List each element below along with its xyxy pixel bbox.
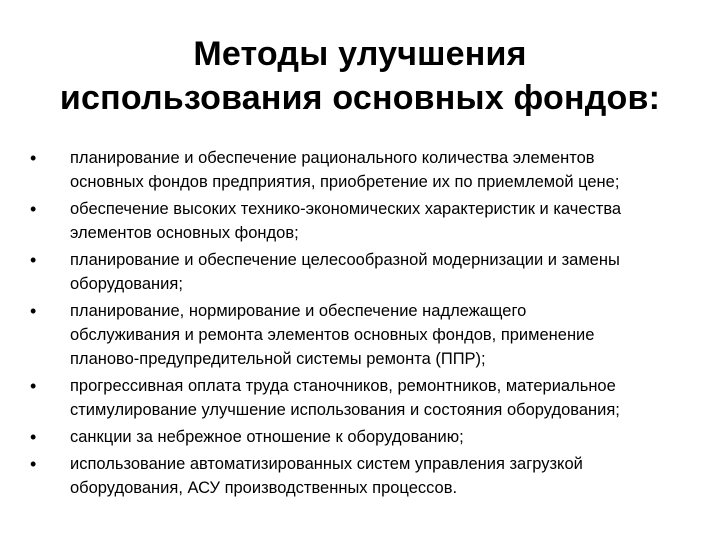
bullet-text-line: основных фондов предприятия, приобретение их по приемлемой цене;	[70, 173, 620, 191]
bullet-text-line: планирование, нормирование и обеспечение надлежащего	[70, 302, 527, 320]
bullet-text-line: обеспечение высоких технико-экономических характеристик и качества	[70, 200, 622, 218]
bullet-icon: •	[30, 427, 37, 447]
bullet-text-line: обслуживания и ремонта элементов основных фондов, применение	[70, 326, 595, 344]
bullet-item	[30, 299, 680, 371]
bullet-text-line: оборудования;	[70, 275, 183, 293]
bullet-icon: •	[30, 199, 37, 219]
bullet-item	[30, 425, 680, 449]
bullet-icon: •	[30, 376, 37, 396]
bullet-list	[30, 146, 680, 503]
bullet-text-line: планирование и обеспечение рационального количества элементов	[70, 149, 595, 167]
bullet-item	[30, 452, 680, 500]
bullet-icon: •	[30, 250, 37, 270]
bullet-text-line: прогрессивная оплата труда станочников, ремонтников, материальное	[70, 377, 616, 395]
bullet-item	[30, 146, 680, 194]
bullet-text-line: стимулирование улучшение использования и состояния оборудования;	[70, 401, 620, 419]
bullet-text-line: использование автоматизированных систем управления загрузкой	[70, 455, 583, 473]
bullet-item	[30, 248, 680, 296]
bullet-text-line: оборудования, АСУ производственных процессов.	[70, 479, 458, 497]
bullet-text-line: элементов основных фондов;	[70, 224, 299, 242]
bullet-item	[30, 197, 680, 245]
title-line: Методы улучшения	[193, 35, 527, 73]
title-line: использования основных фондов:	[59, 79, 661, 117]
bullet-icon: •	[30, 301, 37, 321]
bullet-icon: •	[30, 454, 37, 474]
slide-title	[20, 32, 700, 120]
bullet-text-line: планирование и обеспечение целесообразной модернизации и замены	[70, 251, 620, 269]
bullet-item	[30, 374, 680, 422]
bullet-text-line: санкции за небрежное отношение к оборудованию;	[70, 428, 464, 446]
bullet-text-line: планово-предупредительной системы ремонта (ППР);	[70, 350, 486, 368]
bullet-icon: •	[30, 148, 37, 168]
